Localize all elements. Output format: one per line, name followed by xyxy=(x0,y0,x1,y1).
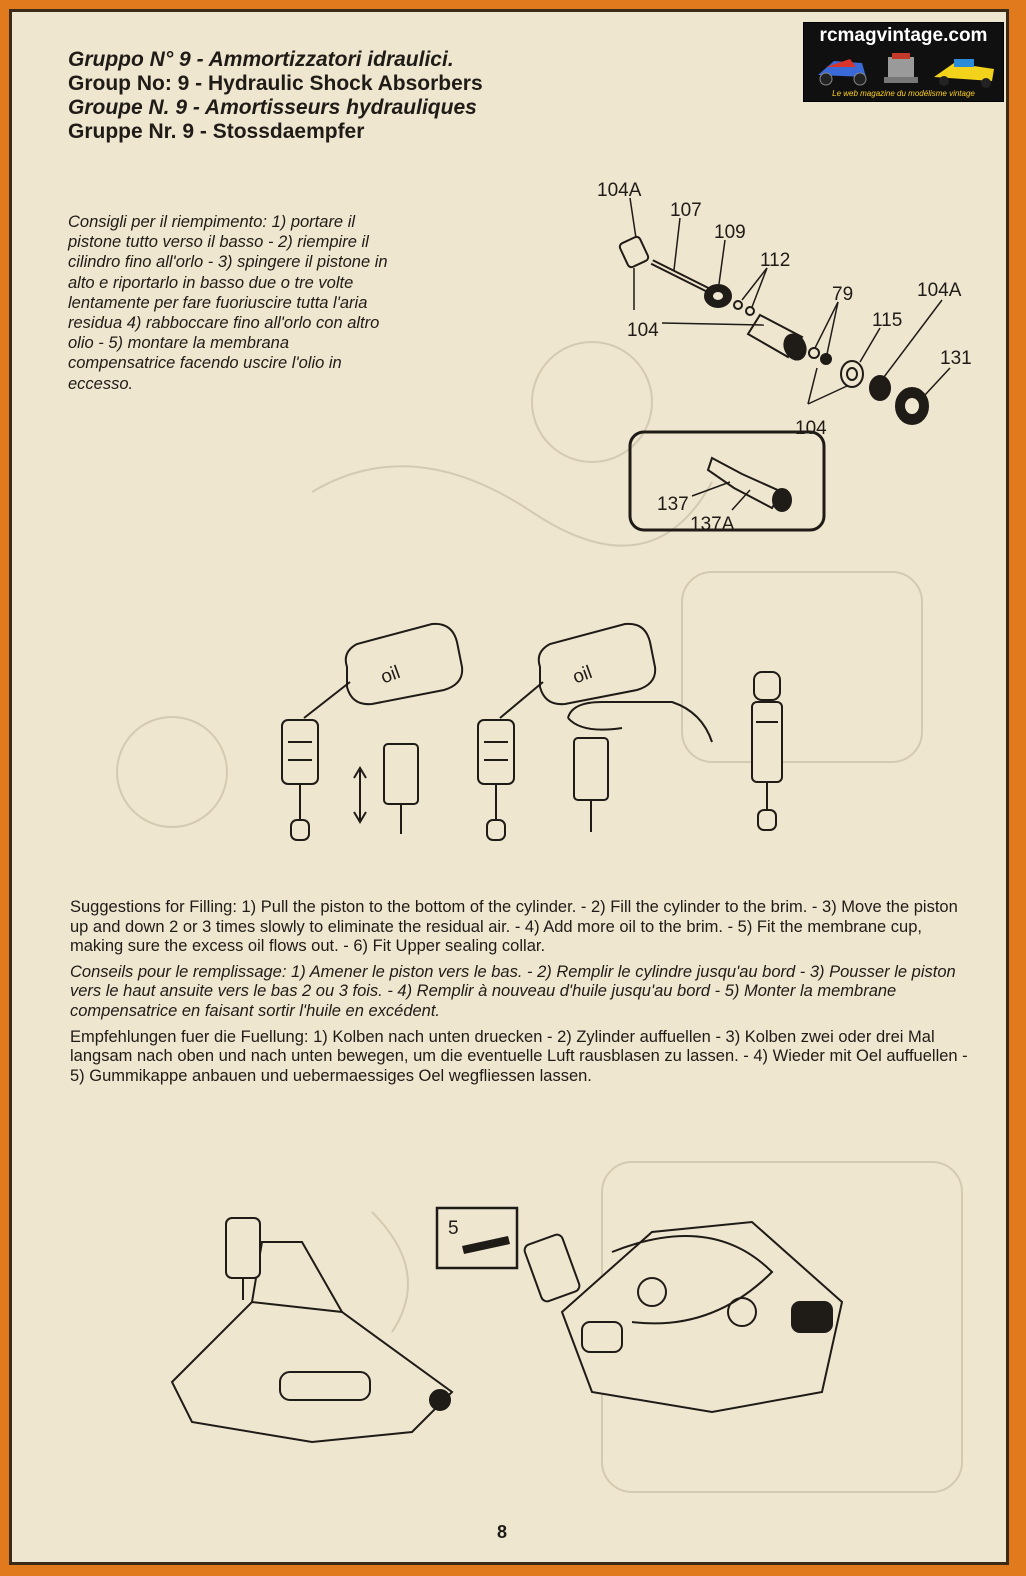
manual-page xyxy=(9,9,1009,1565)
title-english: Group No: 9 - Hydraulic Shock Absorbers xyxy=(68,72,483,95)
label-104-bottom: 104 xyxy=(795,418,827,439)
suggestions-french: Conseils pour le remplissage: 1) Amener le piston vers le bas. - 2) Remplir le cylindre jusqu'au bord - 3) Pousser le piston vers le haut ansuite vers le bas 2 ou 3 fois. - 4) Remplir à nouveau d'huile jusqu'au bord - 5) Monter la membrane compensatrice en faisant sortir l'huile en excédent. xyxy=(70,962,956,1020)
label-112: 112 xyxy=(760,250,791,271)
end-cap-104a xyxy=(619,236,650,269)
filling-tips-italian: Consigli per il riempimento: 1) portare il pistone tutto verso il basso - 2) riempire il cilindro fino all'orlo - 3) spingere il pistone in alto e riportarlo in basso due o tre volte lentamente per fare fuoriuscire tutta l'aria residua 4) rabboccare fino all'orlo con altro olio - 5) montare la membrana compensatrice facendo uscire l'olio in eccesso. xyxy=(68,213,388,393)
leader-lines xyxy=(630,198,950,404)
piston-rod-107 xyxy=(652,262,712,292)
page-number: 8 xyxy=(496,1522,507,1542)
collar-131 xyxy=(896,388,928,424)
cap-104a-right xyxy=(870,376,890,400)
oil-label-2: oil xyxy=(569,662,596,689)
suggestions-english: Suggestions for Filling: 1) Pull the piston to the bottom of the cylinder. - 2) Fill the cylinder to the brim. - 3) Move the piston up and down 2 or 3 times slowly to eliminate the residual air. - 4) Add more oil to the brim. - 5) Fit the membrane cup, making sure the excess oil flows out. - 6) Fit Upper sealing collar. xyxy=(70,898,958,956)
label-104-left: 104 xyxy=(627,320,659,341)
front-suspension-assembly xyxy=(523,1222,842,1412)
title-french: Groupe N. 9 - Amortisseurs hydrauliques xyxy=(68,96,477,119)
filling-suggestions xyxy=(70,898,978,1092)
kart-icon xyxy=(934,59,994,88)
cap-115 xyxy=(841,361,863,387)
seal-109 xyxy=(705,285,731,307)
title-german: Gruppe Nr. 9 - Stossdaempfer xyxy=(68,120,365,143)
shock-step-3 xyxy=(478,720,514,840)
shock-step-2 xyxy=(354,744,418,834)
rear-suspension-assembly xyxy=(172,1218,452,1442)
finger-press xyxy=(568,702,712,832)
label-137: 137 xyxy=(657,494,689,515)
screw-label-5: 5 xyxy=(448,1218,459,1239)
label-109: 109 xyxy=(714,222,746,243)
title-italian: Gruppo N° 9 - Ammortizzatori idraulici. xyxy=(68,48,454,71)
site-logo xyxy=(803,22,1004,102)
shock-step-1 xyxy=(282,720,318,840)
engine-icon xyxy=(884,53,918,83)
filling-sequence-illustration xyxy=(282,624,782,840)
shock-assembled xyxy=(752,672,782,830)
cylinder-body xyxy=(748,315,810,363)
label-131: 131 xyxy=(940,348,972,369)
label-137a: 137A xyxy=(690,514,735,535)
suggestions-german: Empfehlungen fuer die Fuellung: 1) Kolben nach unten druecken - 2) Zylinder auffuellen - 3) Kolben zwei oder drei Mal langsam nach oben und nach unten bewegen, um die eventuelle Luft rausblasen zu lassen. - 4) Wieder mit Oel auffuellen - 5) Gummikappe anbauen und uebermaessiges Oel wegfliessen lassen. xyxy=(70,1027,968,1085)
o-rings-112 xyxy=(734,301,754,315)
label-104a-top: 104A xyxy=(597,180,642,201)
logo-title: rcmagvintage.com xyxy=(819,25,988,46)
label-115: 115 xyxy=(872,310,903,331)
section-titles xyxy=(68,48,483,144)
logo-subtitle: Le web magazine du modélisme vintage xyxy=(832,89,975,98)
label-79: 79 xyxy=(832,284,854,305)
label-107: 107 xyxy=(670,200,702,221)
oil-label-1: oil xyxy=(377,662,404,689)
label-104a-right: 104A xyxy=(917,280,962,301)
buggy-icon xyxy=(818,59,866,85)
